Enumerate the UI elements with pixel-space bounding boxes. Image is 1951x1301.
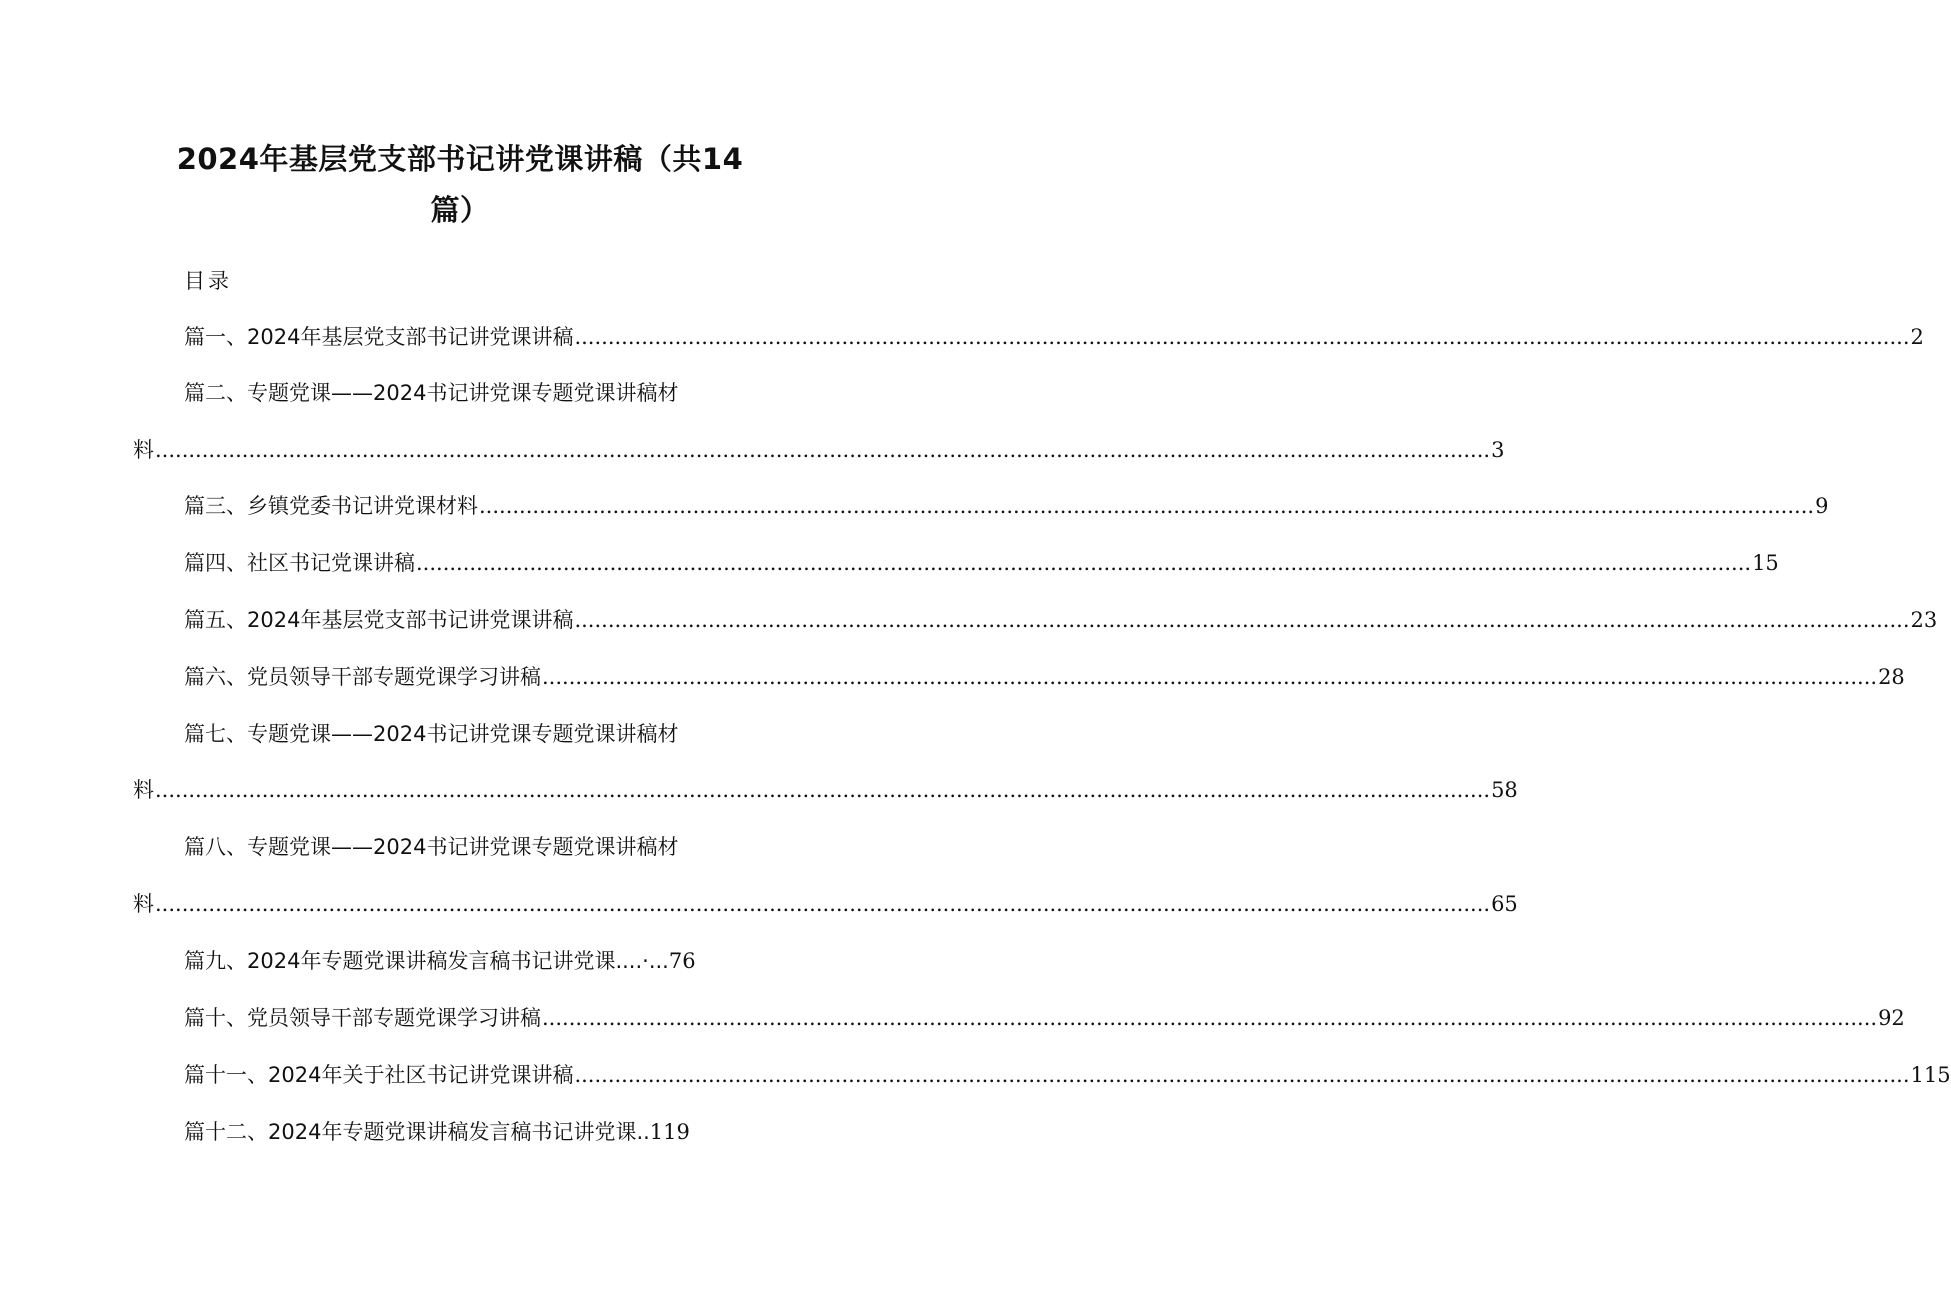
toc-entry-label[interactable]: 篇八、专题党课——2024书记讲党课专题党课讲稿材	[184, 835, 679, 859]
toc-entry-label: 篇十一、2024年关于社区书记讲党课讲稿	[184, 1063, 574, 1087]
toc-entry[interactable]	[184, 946, 696, 976]
toc-entry-page: 92	[1878, 1006, 1905, 1030]
dot-leader: ........................................................................................................................................................................................................	[574, 608, 1910, 632]
toc-entry[interactable]	[184, 605, 1938, 635]
toc-entry-label[interactable]: 篇七、专题党课——2024书记讲党课专题党课讲稿材	[184, 722, 679, 746]
dot-leader: ........................................................................................................................................................................................................	[155, 438, 1491, 462]
document-title-line-1: 2024年基层党支部书记讲党课讲稿（共14	[176, 142, 744, 176]
toc-entry-page: 28	[1878, 665, 1905, 689]
toc-entry-label-continued: 料	[133, 438, 154, 462]
toc-entry[interactable]	[184, 1003, 1905, 1033]
dot-leader: ........................................................................................................................................................................................................	[155, 892, 1491, 916]
dot-leader: ........................................................................................................................................................................................................	[542, 1006, 1878, 1030]
toc-entry-label: 篇四、社区书记党课讲稿	[184, 551, 415, 575]
toc-entry-page: 23	[1910, 608, 1938, 632]
dot-leader: ........................................................................................................................................................................................................	[542, 665, 1878, 689]
toc-entry-label: 篇三、乡镇党委书记讲党课材料	[184, 494, 478, 518]
document-title-line-2: 篇）	[430, 193, 490, 227]
dot-leader: ........................................................................................................................................................................................................	[574, 325, 1910, 349]
toc-entry[interactable]	[184, 322, 1924, 352]
dot-leader: ........................................................................................................................................................................................................	[479, 494, 1815, 518]
dot-leader: ........................................................................................................................................................................................................	[574, 1063, 1910, 1087]
dot-leader: ........................................................................................................................................................................................................	[416, 551, 1752, 575]
toc-entry-page: 115	[1910, 1063, 1951, 1087]
toc-heading: 目录	[184, 269, 232, 293]
dot-leader: ........................................................................................................................................................................................................	[155, 778, 1491, 802]
toc-entry-label-continued: 料	[133, 778, 154, 802]
toc-entry-label: 篇一、2024年基层党支部书记讲党课讲稿	[184, 325, 574, 349]
toc-entry-page: 9	[1815, 494, 1829, 518]
toc-entry-page: 119	[649, 1120, 690, 1144]
toc-entry-continuation[interactable]	[133, 889, 1518, 919]
toc-entry[interactable]	[184, 491, 1829, 521]
toc-entry-label: 篇六、党员领导干部专题党课学习讲稿	[184, 665, 541, 689]
toc-entry-continuation[interactable]	[133, 775, 1518, 805]
toc-entry-label: 篇五、2024年基层党支部书记讲党课讲稿	[184, 608, 574, 632]
toc-entry-page: 76	[668, 949, 696, 973]
toc-entry-label-continued: 料	[133, 892, 154, 916]
toc-entry[interactable]	[184, 1117, 690, 1147]
toc-entry-label: 篇十二、2024年专题党课讲稿发言稿书记讲党课..	[184, 1120, 650, 1144]
toc-entry-label: 篇十、党员领导干部专题党课学习讲稿	[184, 1006, 541, 1030]
toc-entry-page: 65	[1491, 892, 1518, 916]
toc-entry-page: 3	[1491, 438, 1505, 462]
toc-entry-continuation[interactable]	[133, 435, 1505, 465]
toc-entry-page: 58	[1491, 778, 1518, 802]
toc-entry-page: 2	[1910, 325, 1924, 349]
toc-entry-label[interactable]: 篇二、专题党课——2024书记讲党课专题党课讲稿材	[184, 381, 679, 405]
toc-entry-label: 篇九、2024年专题党课讲稿发言稿书记讲党课....·...	[184, 949, 669, 973]
toc-entry[interactable]	[184, 662, 1905, 692]
toc-entry-page: 15	[1752, 551, 1779, 575]
toc-entry[interactable]	[184, 548, 1779, 578]
toc-entry[interactable]	[184, 1060, 1951, 1090]
